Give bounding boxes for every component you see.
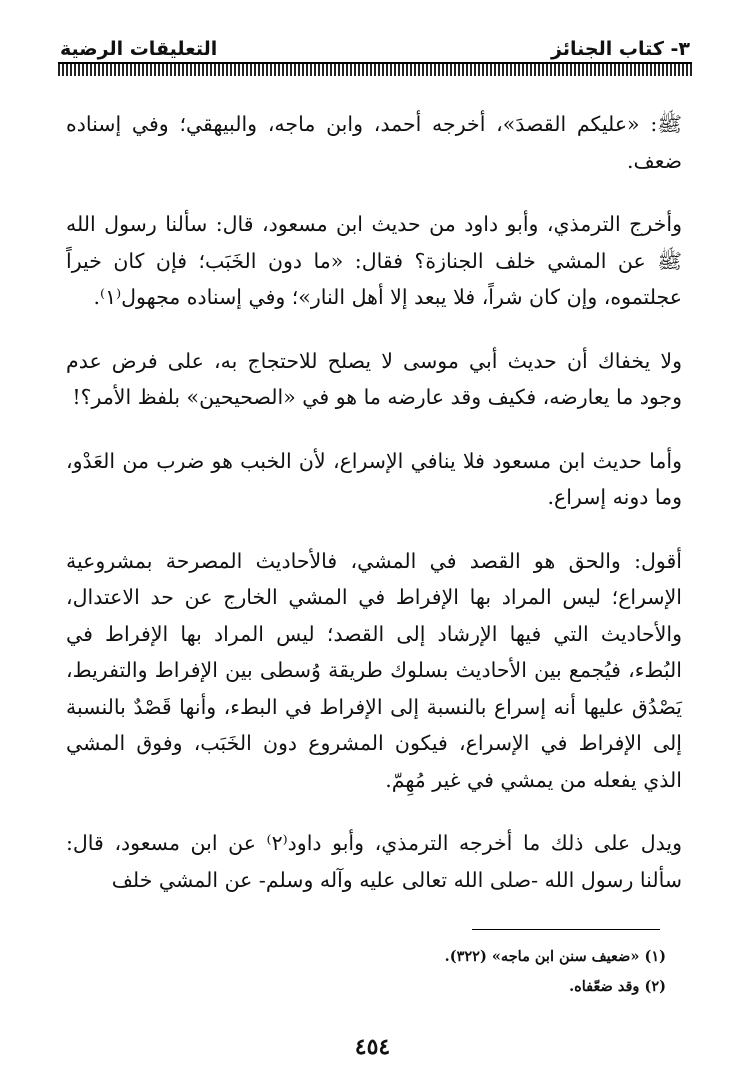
paragraph-5: أقول: والحق هو القصد في المشي، فالأحاديث المصرحة بمشروعية الإسراع؛ ليس المراد بها الإفراط في المشي الخارج عن حد الاعتدال، والأحاديث التي فيها الإرشاد إلى القصد؛ ليس المراد بها الإفراط في البُطء، فيُجمع بين الأحاديث بسلوك طريقة وُسطى بين الإفراط والتفريط، يَصْدُق عليها أنه إسراع بالنسبة إلى الإفراط في البطء، وأنها قَصْدٌ بالنسبة إلى الإفراط في الإسراع، فيكون المشروع دون الخَبَب، وفوق المشي الذي يفعله من يمشي في غير مُهِمّ. xyxy=(66,548,682,792)
chapter-title: ٣- كتاب الجنائز xyxy=(551,38,690,60)
footnote-1: (١) «ضعيف سنن ابن ماجه» (٣٢٢). xyxy=(444,948,666,965)
running-header xyxy=(60,28,690,60)
book-title: التعليقات الرضية xyxy=(60,38,218,60)
paragraph-1: ﷺ: «عليكم القصدَ»، أخرجه أحمد، وابن ماجه، والبيهقي؛ وفي إسناده ضعف. xyxy=(66,112,682,173)
paragraph-6: ويدل على ذلك ما أخرجه الترمذي، وأبو داود⁽٢⁾ عن ابن مسعود، قال: سألنا رسول الله -صلى الله تعالى عليه وآله وسلم- عن المشي خلف xyxy=(66,831,682,892)
paragraph-3: ولا يخفاك أن حديث أبي موسى لا يصلح للاحتجاج به، على فرض عدم وجود ما يعارضه، فكيف وقد عارضه ما هو في «الصحيحين» بلفظ الأمر؟! xyxy=(66,348,682,409)
page-number: ٤٥٤ xyxy=(354,1034,391,1060)
footnote-2: (٢) وقد ضعّفاه. xyxy=(569,978,666,995)
footnote-separator xyxy=(472,929,660,930)
main-text xyxy=(66,106,682,925)
footnotes xyxy=(300,942,666,1002)
paragraph-2: وأخرج الترمذي، وأبو داود من حديث ابن مسعود، قال: سألنا رسول الله ﷺ عن المشي خلف الجنازة؟ فقال: «ما دون الخَبَب؛ فإن كان خيراً عجلتموه، وإن كان شراً، فلا يبعد إلا أهل النار»؛ وفي إسناده مجهول⁽١⁾. xyxy=(66,212,682,309)
paragraph-4: وأما حديث ابن مسعود فلا ينافي الإسراع، لأن الخبب هو ضرب من العَدْو، وما دونه إسراع. xyxy=(66,448,682,509)
header-rule xyxy=(58,62,692,76)
